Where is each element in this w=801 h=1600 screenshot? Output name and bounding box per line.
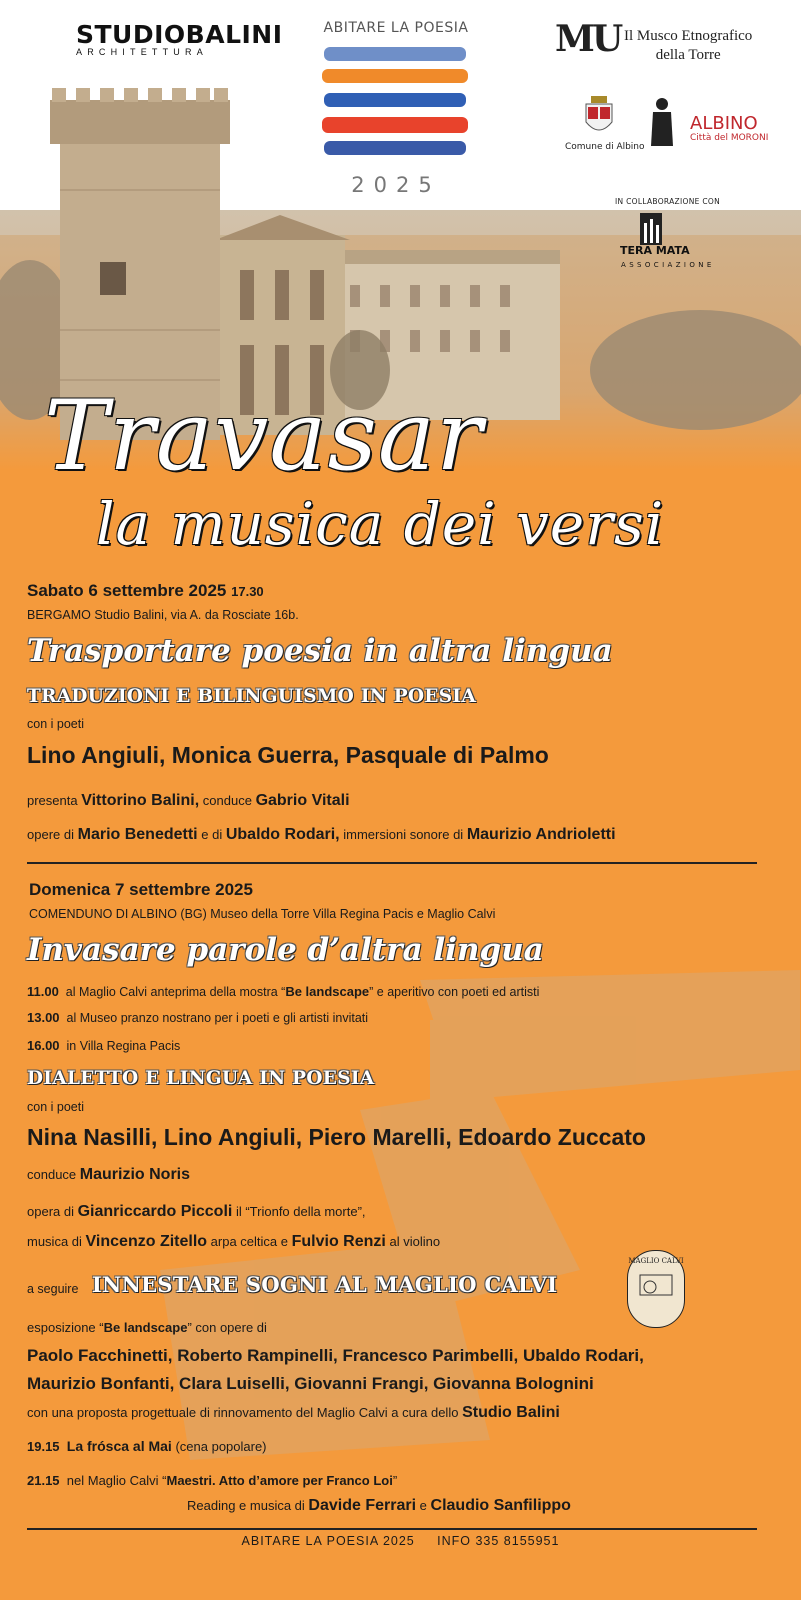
- day1-date-line: Sabato 6 settembre 2025 17.30: [27, 581, 264, 600]
- day2-poets: Nina Nasilli, Lino Angiuli, Piero Marelli, Edoardo Zuccato: [27, 1124, 646, 1150]
- footer-info: INFO 335 8155951: [437, 1534, 560, 1548]
- museo-name: Il Musco Etnografico della Torre: [624, 28, 753, 63]
- day2-date: Domenica 7 settembre 2025: [29, 880, 253, 899]
- divider-2: [27, 1528, 757, 1530]
- day1-time: 17.30: [231, 584, 264, 599]
- stripes-icon: [316, 39, 476, 169]
- stripe-4: [322, 117, 468, 133]
- main-subtitle: la musica dei versi: [96, 490, 665, 558]
- festival-name: ABITARE LA POESIA: [323, 20, 469, 36]
- associazione-label: ASSOCIAZIONE: [621, 261, 715, 269]
- program-item-2115: 21.15 nel Maglio Calvi “Maestri. Atto d’amore per Franco Loi”: [27, 1473, 398, 1488]
- abitare-poesia-logo: [316, 20, 476, 197]
- reading-line: Reading e musica di Davide Ferrari e Claudio Sanfilippo: [187, 1497, 571, 1514]
- stripe-2: [322, 69, 468, 83]
- program-item-1915: 19.15 La frósca al Mai (cena popolare): [27, 1438, 267, 1454]
- artists-line-1: Paolo Facchinetti, Roberto Rampinelli, Francesco Parimbelli, Ubaldo Rodari,: [27, 1346, 644, 1365]
- proposta-line: con una proposta progettuale di rinnovamento del Maglio Calvi a cura dello Studio Balini: [27, 1404, 560, 1421]
- day2-opera-line: opera di Gianriccardo Piccoli il “Trionfo della morte”,: [27, 1203, 366, 1220]
- day2-section-title: Invasare parole d’altra lingua: [27, 932, 544, 968]
- stripe-3: [324, 93, 466, 107]
- esposizione-line: esposizione “Be landscape” con opere di: [27, 1320, 267, 1335]
- studio-name: STUDIOBALINI: [76, 20, 283, 49]
- day2-conduce-line: conduce Maurizio Noris: [27, 1166, 191, 1183]
- albino-sub: Città del MORONI: [690, 133, 769, 143]
- terra-mata-label: TERA MATA: [620, 244, 690, 257]
- day1-poets: Lino Angiuli, Monica Guerra, Pasquale di Palmo: [27, 742, 549, 768]
- studio-sub: ARCHITETTURA: [76, 47, 208, 57]
- comune-label: Comune di Albino: [565, 142, 645, 152]
- festival-year: 2025: [351, 173, 441, 197]
- stripe-5: [324, 141, 466, 155]
- program-item-1100: 11.00 al Maglio Calvi anteprima della mostra “Be landscape” e aperitivo con poeti ed artisti: [27, 984, 540, 999]
- albino-logo: ALBINO: [690, 113, 758, 134]
- coat-of-arms-icon: [582, 96, 616, 140]
- museo-logo: [555, 18, 620, 60]
- footer: [0, 1534, 801, 1548]
- day1-section-title: Trasportare poesia in altra lingua: [27, 633, 613, 669]
- a-seguire-label: a seguire: [27, 1282, 79, 1296]
- divider-1: [27, 862, 757, 864]
- terra-mata-icon: [640, 213, 662, 245]
- program-item-1300: 13.00 al Museo pranzo nostrano per i poeti e gli artisti invitati: [27, 1010, 369, 1025]
- stripe-1: [324, 47, 466, 61]
- moroni-figure-icon: [648, 96, 676, 156]
- day1-place: BERGAMO Studio Balini, via A. da Rosciate 16b.: [27, 608, 299, 622]
- day2-musica-line: musica di Vincenzo Zitello arpa celtica e Fulvio Renzi al violino: [27, 1233, 441, 1250]
- day1-opere-line: opere di Mario Benedetti e di Ubaldo Rodari, immersioni sonore di Maurizio Andrioletti: [27, 826, 616, 843]
- footer-festival: ABITARE LA POESIA 2025: [241, 1534, 415, 1548]
- program-item-1600: 16.00 in Villa Regina Pacis: [27, 1038, 181, 1053]
- main-title: Travasar: [44, 380, 484, 492]
- museo-mark: MU: [555, 18, 621, 60]
- collab-label: IN COLLABORAZIONE CON: [615, 197, 720, 206]
- maglio-seal-icon: [636, 1265, 676, 1305]
- innestare-title: INNESTARE SOGNI AL MAGLIO CALVI: [92, 1272, 558, 1297]
- artists-line-2: Maurizio Bonfanti, Clara Luiselli, Giovanni Frangi, Giovanna Bolognini: [27, 1374, 594, 1393]
- day1-con-poeti: con i poeti: [27, 717, 84, 731]
- day2-con-poeti: con i poeti: [27, 1100, 84, 1114]
- day1-presenta-line: presenta Vittorino Balini, conduce Gabrio Vitali: [27, 792, 350, 809]
- day1-subtitle: TRADUZIONI E BILINGUISMO IN POESIA: [27, 686, 477, 707]
- day2-place: COMENDUNO DI ALBINO (BG) Museo della Torre Villa Regina Pacis e Maglio Calvi: [29, 907, 496, 921]
- maglio-calvi-seal: MAGLIO CALVI: [627, 1250, 685, 1328]
- studio-balini-logo: [76, 20, 283, 57]
- day2-subtitle: DIALETTO E LINGUA IN POESIA: [27, 1068, 375, 1089]
